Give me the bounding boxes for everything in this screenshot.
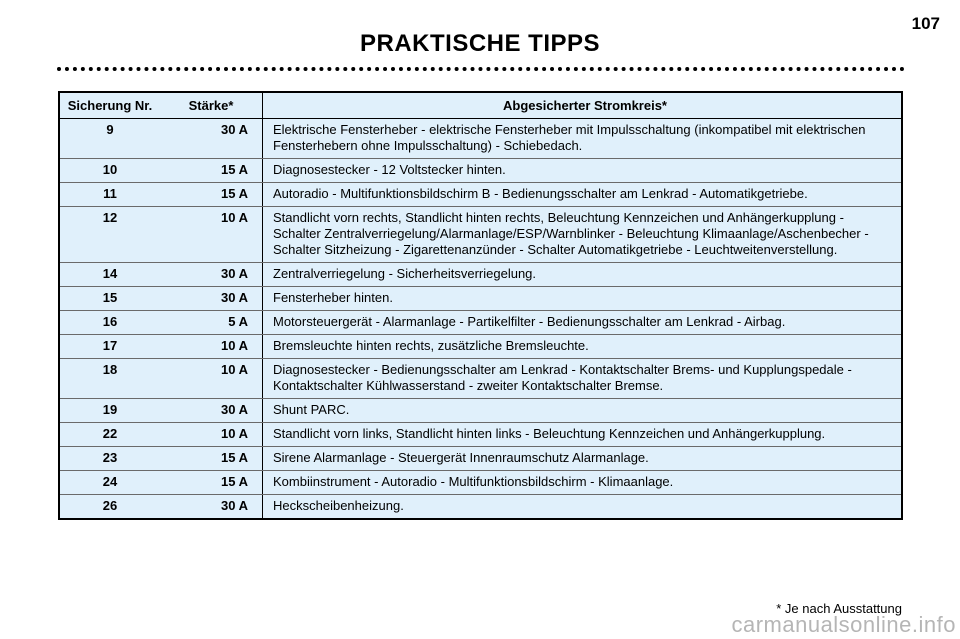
circuit-cell: Kombiinstrument - Autoradio - Multifunktionsbildschirm - Klimaanlage.	[263, 471, 903, 495]
fuse-table	[58, 91, 903, 520]
fuse-number-cell: 10	[59, 159, 160, 183]
header-circuit: Abgesicherter Stromkreis*	[263, 92, 903, 119]
amperage-cell: 15 A	[160, 471, 263, 495]
amperage-cell: 30 A	[160, 399, 263, 423]
circuit-cell: Motorsteuergerät - Alarmanlage - Partikelfilter - Bedienungsschalter am Lenkrad - Airbag.	[263, 311, 903, 335]
amperage-cell: 15 A	[160, 447, 263, 471]
fuse-number-cell: 26	[102, 498, 118, 513]
dotted-divider	[57, 67, 905, 71]
amperage-cell: 15 A	[160, 159, 263, 183]
fuse-number-cell: 22	[59, 423, 160, 447]
table-row	[59, 423, 902, 447]
header-fuse-number: Sicherung Nr.	[59, 92, 160, 119]
circuit-cell: Diagnosestecker - 12 Voltstecker hinten.	[263, 159, 903, 183]
fuse-number-cell: 15	[59, 287, 160, 311]
amperage-cell: 30 A	[221, 498, 248, 513]
amperage-cell: 10 A	[160, 423, 263, 447]
circuit-cell: Sirene Alarmanlage - Steuergerät Innenraumschutz Alarmanlage.	[263, 447, 903, 471]
table-row	[59, 335, 902, 359]
amperage-cell: 30 A	[160, 287, 263, 311]
fuse-number-cell: 23	[59, 447, 160, 471]
fuse-number-cell: 16	[59, 311, 160, 335]
amperage-cell: 30 A	[160, 119, 263, 159]
amperage-cell: 10 A	[160, 207, 263, 263]
circuit-cell: Standlicht vorn rechts, Standlicht hinten rechts, Beleuchtung Kennzeichen und Anhängerkupplung - Schalter Zentralverriegelung/Alarmanlage/ESP/Warnblinker - Beleuchtung Klimaanlage/Aschenbecher - Schalter Sitzheizung - Zigarettenanzünder - Schalter Automatikgetriebe - Leuchtweitenverstellung.	[263, 207, 903, 263]
circuit-cell: Fensterheber hinten.	[263, 287, 903, 311]
table-row	[59, 159, 902, 183]
circuit-cell: Bremsleuchte hinten rechts, zusätzliche Bremsleuchte.	[263, 335, 903, 359]
table-row	[59, 207, 902, 263]
table-row	[59, 183, 902, 207]
page-title: PRAKTISCHE TIPPS	[359, 30, 601, 57]
circuit-cell: Autoradio - Multifunktionsbildschirm B - Bedienungsschalter am Lenkrad - Automatikgetriebe.	[263, 183, 903, 207]
table-row	[59, 471, 902, 495]
amperage-cell: 10 A	[160, 359, 263, 399]
table-row	[59, 447, 902, 471]
table-row	[59, 263, 902, 287]
table-row	[59, 495, 902, 520]
fuse-number-cell: 12	[59, 207, 160, 263]
footnote: * Je nach Ausstattung	[776, 601, 902, 616]
circuit-cell: Diagnosestecker - Bedienungsschalter am Lenkrad - Kontaktschalter Brems- und Kupplungspedale - Kontaktschalter Kühlwasserstand - zweiter Kontaktschalter Bremse.	[263, 359, 903, 399]
fuse-number-cell: 11	[59, 183, 160, 207]
amperage-cell: 5 A	[160, 311, 263, 335]
table-row	[59, 311, 902, 335]
circuit-cell: Shunt PARC.	[263, 399, 903, 423]
amperage-cell: 10 A	[160, 335, 263, 359]
fuse-number-cell: 24	[59, 471, 160, 495]
fuse-table-body	[59, 119, 902, 520]
fuse-number-cell: 19	[59, 399, 160, 423]
page-number: 107	[911, 14, 940, 33]
circuit-cell: Elektrische Fensterheber - elektrische Fensterheber mit Impulsschaltung (inkompatibel mit elektrischen Fensterhebern ohne Impulsschaltung) - Schiebedach.	[263, 119, 903, 159]
circuit-cell: Zentralverriegelung - Sicherheitsverriegelung.	[263, 263, 903, 287]
circuit-cell: Heckscheibenheizung.	[263, 495, 903, 520]
table-row	[59, 359, 902, 399]
fuse-number-cell: 14	[59, 263, 160, 287]
amperage-cell: 15 A	[160, 183, 263, 207]
table-row	[59, 399, 902, 423]
table-row	[59, 287, 902, 311]
fuse-number-cell: 17	[59, 335, 160, 359]
header-amperage: Stärke*	[160, 92, 263, 119]
fuse-number-cell: 18	[59, 359, 160, 399]
watermark: carmanualsonline.info	[731, 612, 956, 637]
fuse-number-cell: 9	[59, 119, 160, 159]
circuit-cell: Standlicht vorn links, Standlicht hinten links - Beleuchtung Kennzeichen und Anhängerkupplung.	[263, 423, 903, 447]
table-row	[59, 119, 902, 159]
table-header-row	[59, 92, 902, 119]
amperage-cell: 30 A	[160, 263, 263, 287]
